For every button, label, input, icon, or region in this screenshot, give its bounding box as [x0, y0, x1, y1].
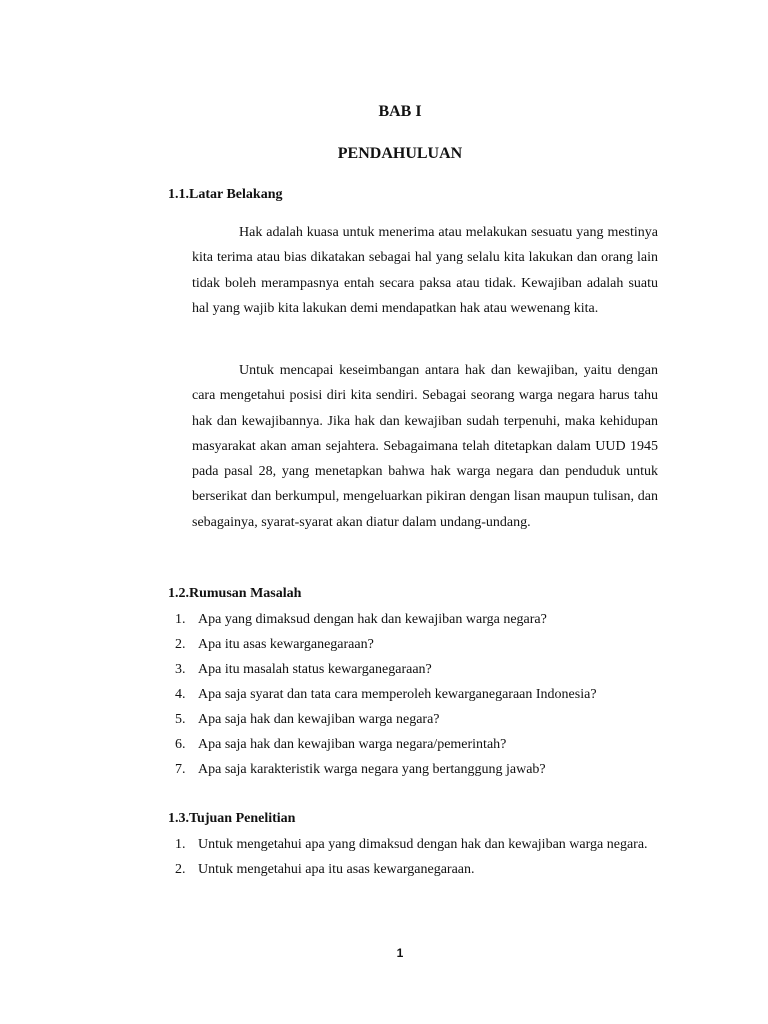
list-item-text: Apa itu masalah status kewarganegaraan? [198, 662, 432, 677]
list-item-text: Apa saja syarat dan tata cara memperoleh kewarganegaraan Indonesia? [198, 687, 597, 702]
list-item-number: 1. [175, 612, 186, 627]
tujuan-penelitian-list [175, 832, 655, 882]
list-item-number: 1. [175, 837, 186, 852]
list-item [175, 832, 655, 857]
list-item-text: Apa saja hak dan kewajiban warga negara? [198, 712, 440, 727]
list-item-text: Apa saja karakteristik warga negara yang bertanggung jawab? [198, 762, 546, 777]
list-item-number: 5. [175, 712, 186, 727]
list-item-number: 4. [175, 687, 186, 702]
list-item-number: 2. [175, 637, 186, 652]
list-item-number: 3. [175, 662, 186, 677]
chapter-title: PENDAHULUAN [337, 145, 463, 162]
list-item-text: Apa saja hak dan kewajiban warga negara/pemerintah? [198, 737, 507, 752]
paragraph: Hak adalah kuasa untuk menerima atau melakukan sesuatu yang mestinya kita terima atau bias dikatakan sebagai hal yang selalu kita lakukan dan orang lain tidak boleh merampasnya entah secara paksa atau tidak. Kewajiban adalah suatu hal yang wajib kita lakukan demi mendapatkan hak atau wewenang kita. [192, 225, 658, 316]
list-item [175, 682, 665, 707]
section-heading-tujuan-penelitian: 1.3.Tujuan Penelitian [168, 811, 296, 826]
list-item [175, 657, 665, 682]
chapter-number: BAB I [378, 103, 422, 120]
list-item [175, 732, 665, 757]
list-item-text: Apa itu asas kewarganegaraan? [198, 637, 374, 652]
list-item [175, 607, 665, 632]
list-item [175, 632, 665, 657]
list-item-number: 7. [175, 762, 186, 777]
paragraph: Untuk mencapai keseimbangan antara hak dan kewajiban, yaitu dengan cara mengetahui posisi diri kita sendiri. Sebagai seorang warga negara harus tahu hak dan kewajibannya. Jika hak dan kewajiban sudah terpenuhi, maka kehidupan masyarakat akan aman sejahtera. Sebagaimana telah ditetapkan dalam UUD 1945 pada pasal 28, yang menetapkan bahwa hak warga negara dan penduduk untuk berserikat dan berkumpul, mengeluarkan pikiran dengan lisan maupun tulisan, dan sebagainya, syarat-syarat akan diatur dalam undang-undang. [192, 363, 658, 530]
list-item [175, 707, 665, 732]
list-item-text: Apa yang dimaksud dengan hak dan kewajiban warga negara? [198, 612, 547, 627]
section-heading-latar-belakang: 1.1.Latar Belakang [168, 187, 283, 202]
list-item-text: Untuk mengetahui apa itu asas kewarganegaraan. [198, 862, 475, 877]
list-item [175, 757, 665, 782]
rumusan-masalah-list [175, 607, 665, 782]
page-number: 1 [396, 946, 404, 960]
section-heading-rumusan-masalah: 1.2.Rumusan Masalah [168, 586, 302, 601]
list-item-text: Untuk mengetahui apa yang dimaksud dengan hak dan kewajiban warga negara. [198, 837, 648, 852]
list-item-number: 6. [175, 737, 186, 752]
list-item-number: 2. [175, 862, 186, 877]
list-item [175, 857, 655, 882]
